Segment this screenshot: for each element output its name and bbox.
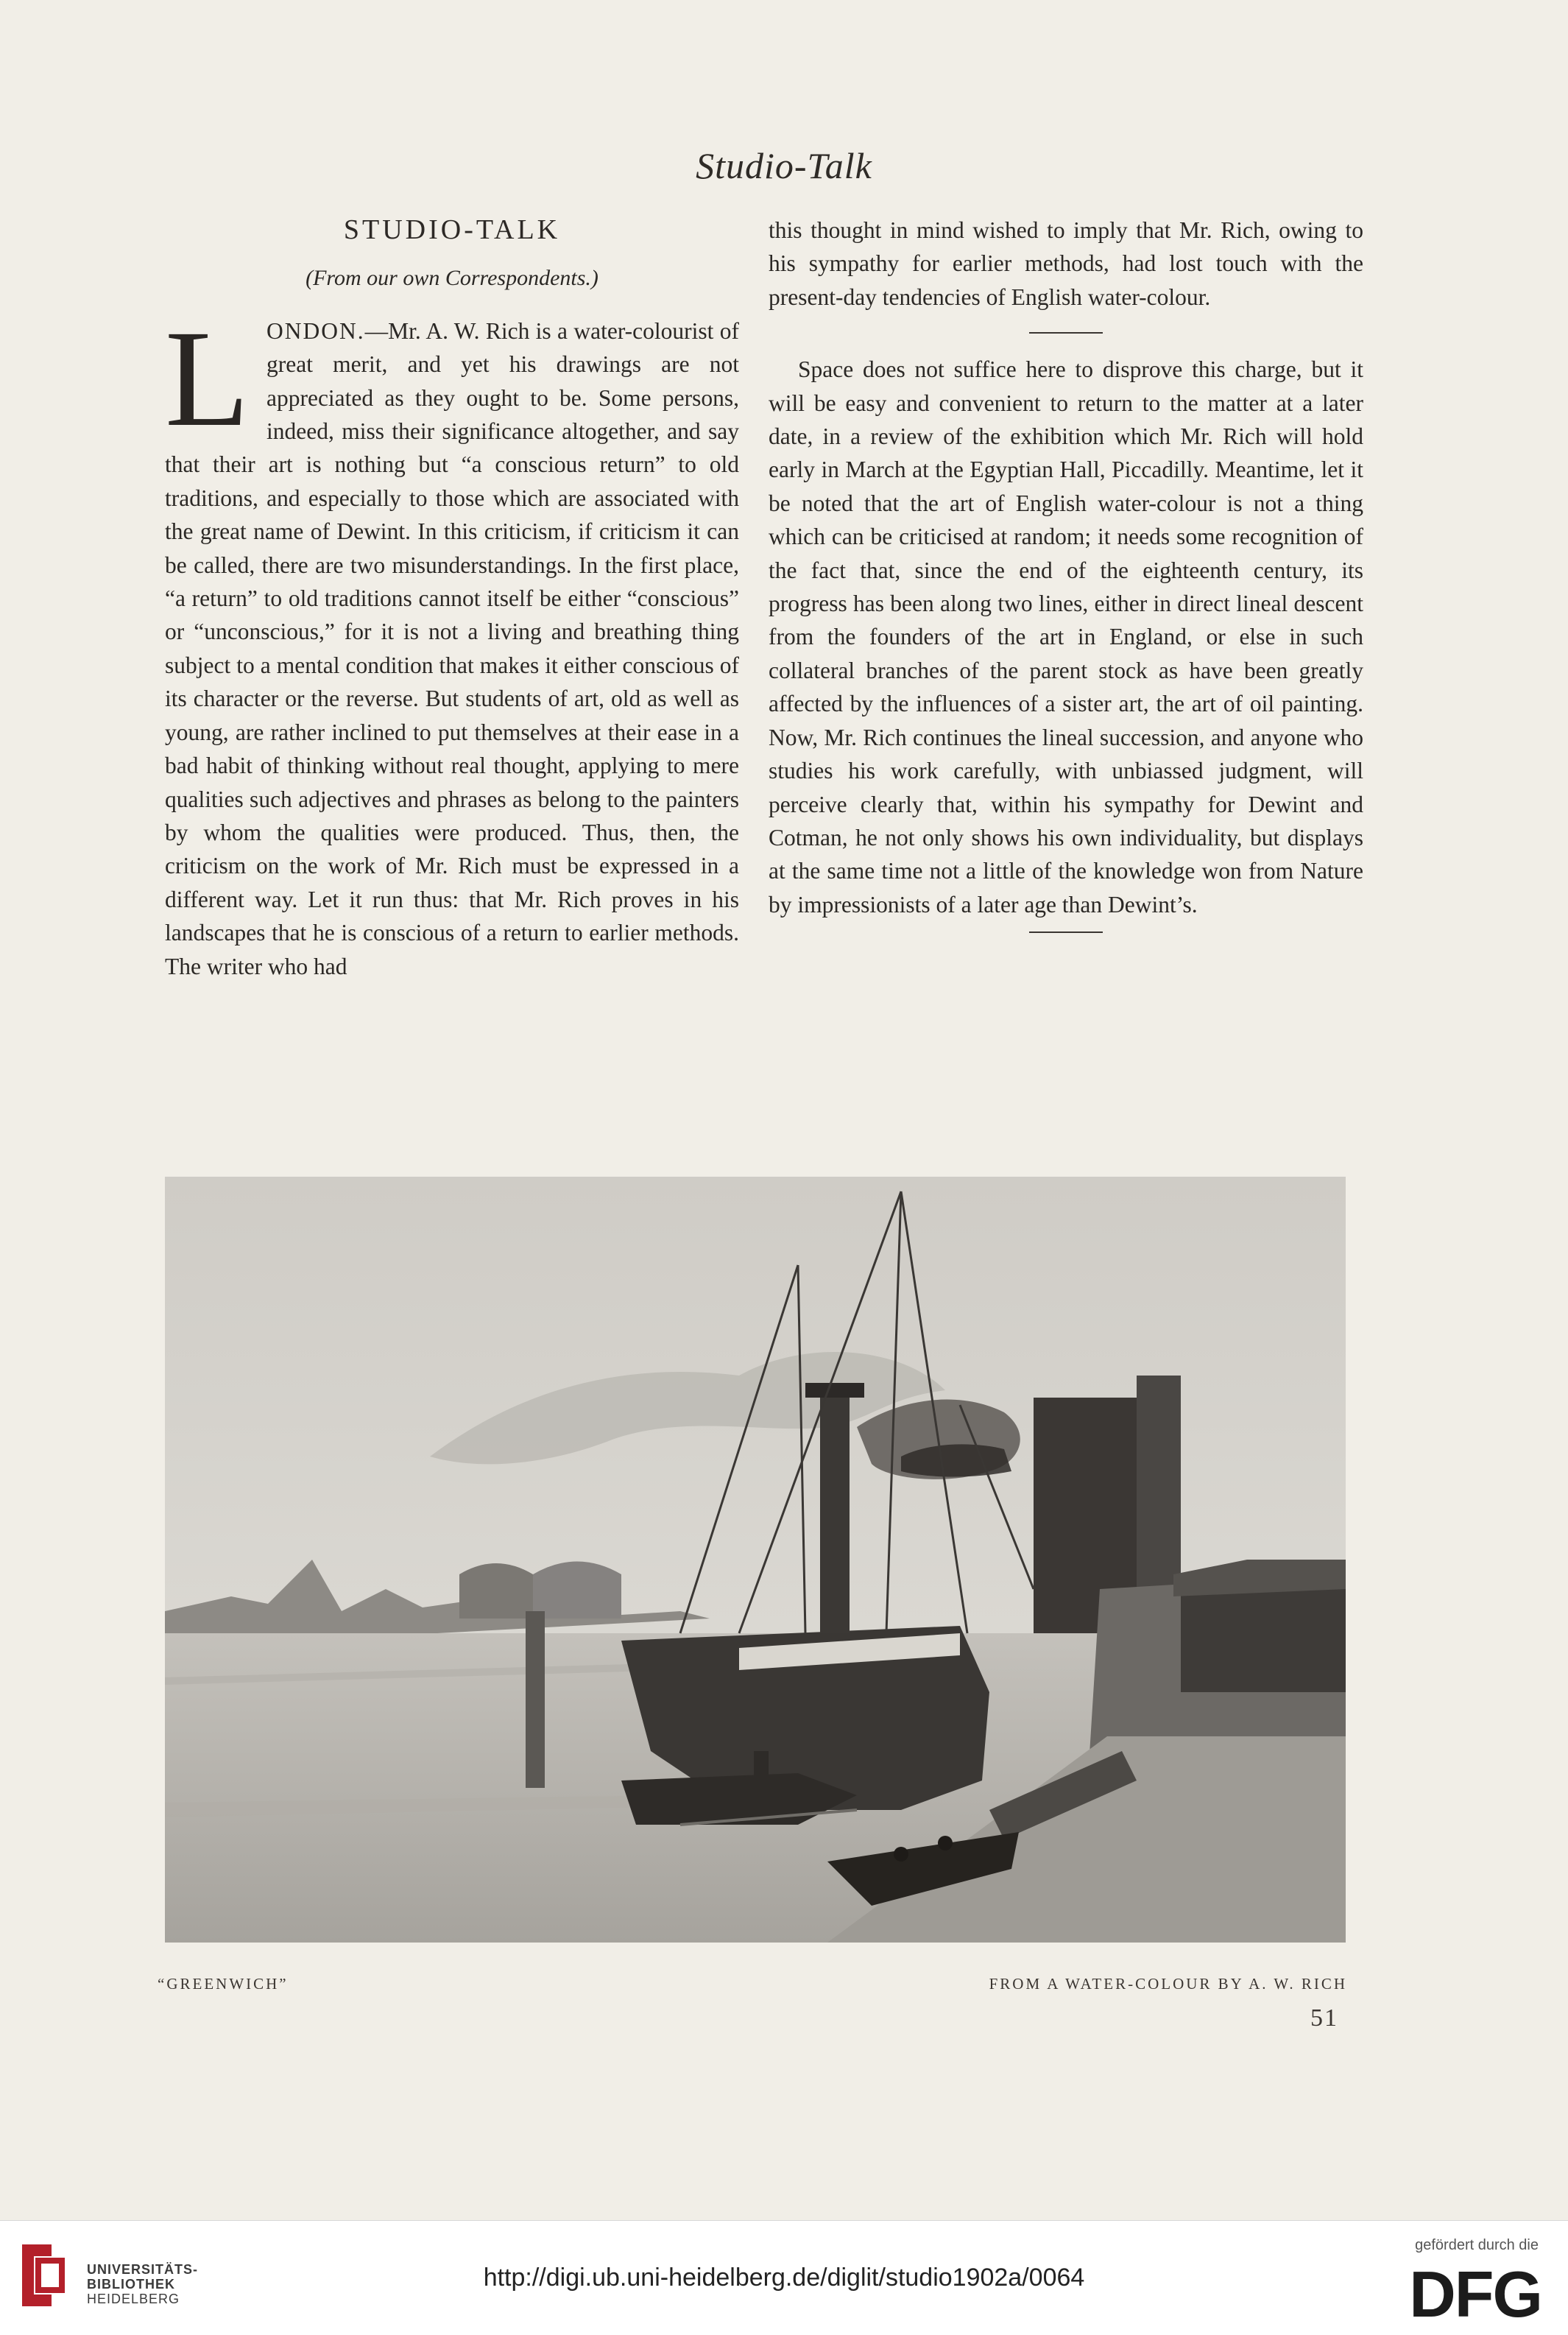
opening-paragraph: [165, 300, 739, 983]
caption-title: “GREENWICH”: [158, 1975, 289, 1993]
right-column: [769, 214, 1363, 952]
permalink-url[interactable]: http://digi.ub.uni-heidelberg.de/diglit/studio1902a/0064: [483, 2264, 1085, 2292]
drop-cap-run-in: ONDON.: [266, 317, 365, 344]
section-subtitle: (From our own Correspondents.): [306, 266, 598, 291]
library-name-line: BIBLIOTHEK: [87, 2277, 175, 2292]
caption-credit: FROM A WATER-COLOUR BY A. W. RICH: [989, 1975, 1347, 1993]
library-name-line: HEIDELBERG: [87, 2292, 180, 2306]
drop-cap: L: [165, 300, 250, 455]
section-rule: [1029, 332, 1103, 334]
section-title: STUDIO-TALK: [343, 214, 561, 245]
greenwich-illustration: [165, 1177, 1346, 1943]
library-name-line: UNIVERSITÄTS-: [87, 2262, 199, 2277]
paragraph-text: —Mr. A. W. Rich is a water-colourist of great merit, and yet his drawings are not appreciated as they ought to be. Some persons, indeed, miss their significance altogether, and say that their art is nothing but “a conscious return” to old traditions, and especially to those which are associated with the great name of Dewint. In this criticism, if criticism it can be called, there are two misunderstandings. In the first place, “a return” to old traditions cannot itself be either “conscious” or “unconscious,” for it is not a living and breathing thing subject to a mental condition that makes it either conscious of its character or the reverse. But students of art, old as well as young, are rather inclined to put themselves at their ease in a bad habit of thinking without real thought, applying to mere qualities such adjectives and phrases as belong to the painters by whom the qualities were produced. Thus, then, the criticism on the work of Mr. Rich must be expressed in a different way. Let it run thus: that Mr. Rich proves in his landscapes that he is conscious of a return to earlier methods. The writer who had: [165, 317, 739, 979]
dfg-logo: DFG: [1409, 2258, 1541, 2331]
watercolour-image: [165, 1177, 1346, 1943]
page-number: 51: [1310, 2004, 1338, 2032]
running-head: Studio-Talk: [696, 145, 872, 186]
digitization-footer: [0, 2220, 1568, 2335]
section-rule: [1029, 931, 1103, 933]
left-column: [165, 214, 739, 983]
funded-by-label: gefördert durch die: [1415, 2237, 1539, 2253]
paragraph-continued: this thought in mind wished to imply that Mr. Rich, owing to his sympathy for earlier methods, had lost touch with the present-day tendencies of English water-colour.: [769, 217, 1363, 310]
paragraph: Space does not suffice here to disprove this charge, but it will be easy and convenient to return to the matter at a later date, in a review of the exhibition which Mr. Rich will hold early in March at the Egyptian Hall, Piccadilly. Meantime, let it be noted that the art of English water-colour is not a thing which can be criticised at random; it needs some recognition of the fact that, since the end of the eighteenth century, its progress has been along two lines, either in direct lineal descent from the founders of the art in England, or else in such collateral branches of the parent stock as have been greatly affected by the influences of a sister art, the art of oil painting. Now, Mr. Rich continues the lineal succession, and anyone who studies his work carefully, with unbiassed judgment, will perceive clearly that, within his sympathy for Dewint and Cotman, he not only shows his own individuality, but displays at the same time not a little of the knowledge won from Nature by impressionists of a later age than Dewint’s.: [769, 356, 1363, 918]
